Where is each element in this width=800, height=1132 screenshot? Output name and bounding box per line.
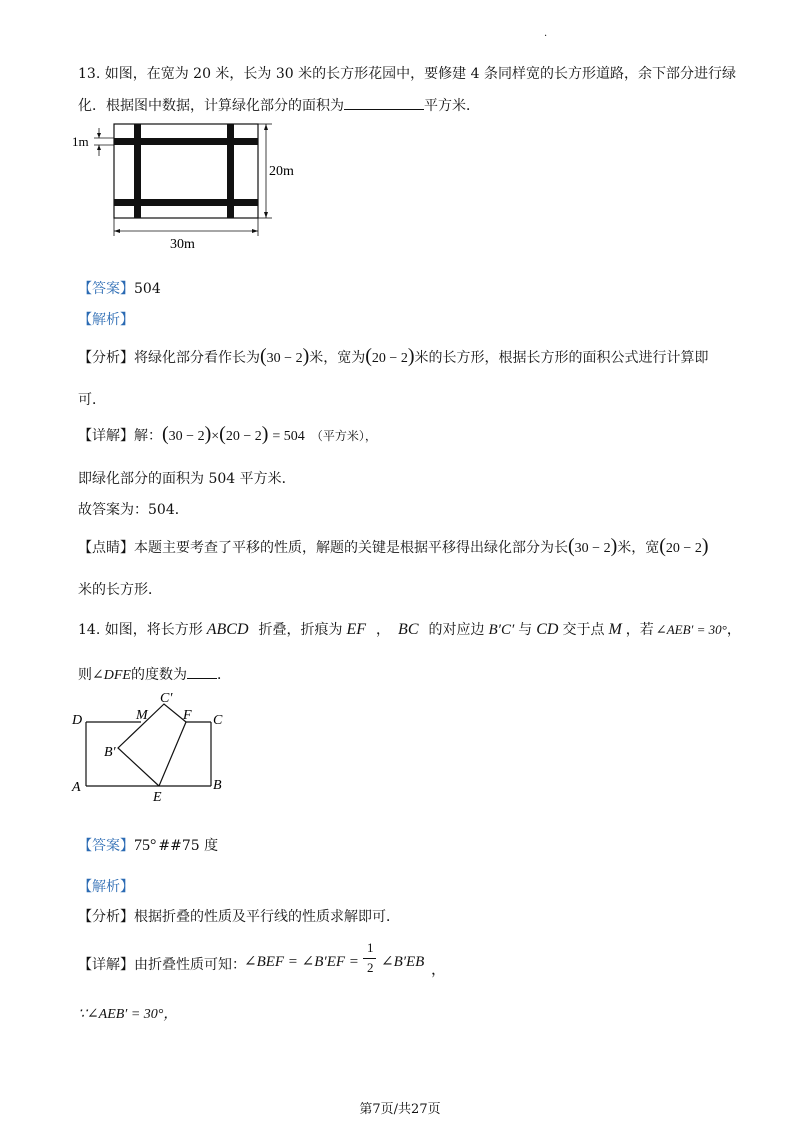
label-c: C [213,713,223,728]
q14-fold-figure [66,688,236,806]
answer-blank-14 [187,664,217,679]
q14-xiangjie: 【详解】由折叠性质可知： [78,957,246,973]
q13-xiangjie: 【详解】解：(30 − 2)×(20 − 2) = 504 （平方米）， [78,423,377,445]
q13-jiexi: 【解析】 [78,312,134,328]
q13-garden-figure [66,118,316,252]
label-e: E [153,790,162,805]
q13-line2: 化．根据图中数据，计算绿化部分的面积为 平方米． [78,95,480,116]
label-c-prime: C′ [160,691,173,706]
label-1m: 1m [72,134,89,149]
label-m: M [136,708,148,723]
q14-fenxi: 【分析】根据折叠的性质及平行线的性质求解即可． [78,909,400,925]
road-vertical-2 [227,124,234,218]
q14-because: ∵∠AEB′ = 30°， [78,1007,178,1022]
label-b: B [213,778,222,793]
page-footer: 第7页/共27页 [359,1102,441,1117]
q13-ji: 即绿化部分的面积为 504 平方米． [78,471,296,487]
q13-fenxi: 【分析】将绿化部分看作长为(30 − 2)米，宽为(20 − 2)米的长方形，根据长方形的面积公式进行计算即 [78,345,709,367]
crease-ef [159,722,186,786]
label-20m: 20m [269,164,294,179]
q14-answer: 【答案】75° ##75 度 [78,837,219,854]
q13-dianjing: 【点睛】本题主要考查了平移的性质，解题的关键是根据平移得出绿化部分为长(30 − 2)米，宽(20 − 2) [78,535,709,557]
q14-line2: 则∠DFE的度数为 ． [78,664,231,686]
q13-dianjing-cont: 米的长方形． [78,582,162,598]
label-30m: 30m [170,237,195,252]
label-d: D [72,713,83,728]
road-vertical-1 [134,124,141,218]
q13-fenxi-cont: 可． [78,392,106,408]
label-b-prime: B′ [104,745,116,760]
label-f: F [183,708,192,723]
q14-line1: 14. 如图，将长方形 ABCD 折叠，折痕为 EF ， BC 的对应边 B′C′ 与 CD 交于点 M ，若 ∠AEB′ = 30°， [78,621,741,638]
q13-gu: 故答案为：504． [78,502,189,518]
page-dot: . [544,28,548,39]
q13-answer: 【答案】504 [78,281,161,297]
q13-line1: 13. 如图，在宽为 20 米，长为 30 米的长方形花园中，要修建 4 条同样宽的长方形道路，余下部分进行绿 [78,66,736,82]
answer-blank [344,95,424,110]
label-a: A [72,780,81,795]
q14-jiexi: 【解析】 [78,879,134,895]
